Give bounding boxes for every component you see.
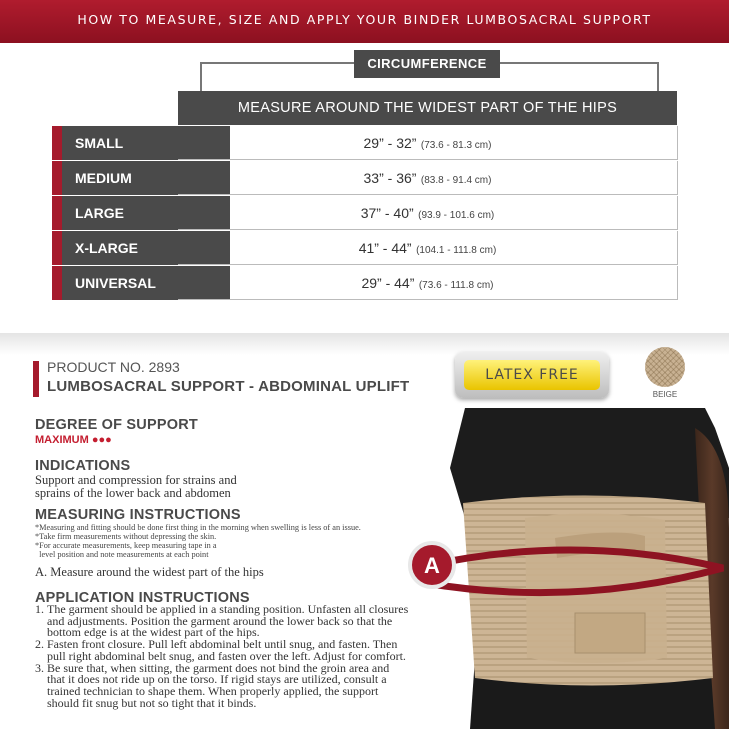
size-inches: 29” - 44” — [361, 275, 415, 291]
step-line: should fit snug but not so tight that it binds. — [47, 695, 257, 710]
step-line: Fasten front closure. Pull left abdominal belt until snug, and fasten. Then — [47, 637, 398, 652]
size-cm: (73.6 - 111.8 cm) — [418, 280, 494, 291]
support-level: MAXIMUM ●●● — [35, 434, 112, 446]
size-inches: 37” - 40” — [360, 205, 414, 221]
size-range — [178, 126, 678, 160]
product-number: PRODUCT NO. 2893 — [47, 359, 180, 375]
step-line: trained technician to shape them. When properly applied, the support — [47, 683, 379, 698]
size-range — [178, 196, 678, 230]
row-accent — [52, 266, 62, 300]
measuring-note: *For accurate measurements, keep measuring tape in a — [35, 541, 217, 550]
banner-title: HOW TO MEASURE, SIZE AND APPLY YOUR BINDER LUMBOSACRAL SUPPORT — [77, 12, 652, 27]
circumference-label: CIRCUMFERENCE — [354, 50, 500, 78]
measure-point-marker: A — [424, 553, 440, 578]
step-number: 2. — [35, 637, 44, 652]
application-step-3 — [35, 660, 455, 710]
size-row-universal — [52, 266, 678, 301]
size-name: SMALL — [62, 126, 230, 160]
size-range — [178, 231, 678, 265]
row-accent — [52, 231, 62, 265]
application-instructions-heading: APPLICATION INSTRUCTIONS — [35, 590, 250, 606]
size-row-x-large — [52, 231, 678, 266]
size-cm: (93.9 - 101.6 cm) — [418, 210, 495, 221]
measuring-note: level position and note measurements at each point — [35, 550, 209, 559]
step-line: that it does not ride up on the torso. If rigid stays are utilized, consult a — [47, 672, 387, 687]
measuring-instructions-heading: MEASURING INSTRUCTIONS — [35, 507, 241, 523]
size-name: MEDIUM — [62, 161, 230, 195]
size-cm: (83.8 - 91.4 cm) — [420, 175, 492, 186]
latex-free-badge — [455, 352, 609, 398]
size-name: X-LARGE — [62, 231, 230, 265]
row-accent — [52, 126, 62, 160]
application-step-2 — [35, 639, 455, 662]
measuring-note: *Take firm measurements without depressing the skin. — [35, 532, 217, 541]
size-table — [52, 126, 678, 301]
step-number: 3. — [35, 660, 44, 675]
latex-free-label: LATEX FREE — [464, 360, 600, 390]
size-inches: 33” - 36” — [363, 170, 417, 186]
step-line: The garment should be applied in a standing position. Unfasten all closures — [47, 602, 409, 616]
beige-color-swatch — [645, 347, 685, 387]
product-accent-bar — [33, 361, 39, 397]
indications-heading: INDICATIONS — [35, 458, 131, 474]
indications-line-1: Support and compression for strains and — [35, 473, 237, 487]
size-row-medium — [52, 161, 678, 196]
step-line: Be sure that, when sitting, the garment does not bind the groin area and — [47, 660, 390, 675]
measuring-note: *Measuring and fitting should be done first thing in the morning when swelling is less of an issue. — [35, 523, 361, 532]
row-accent — [52, 161, 62, 195]
size-cm: (73.6 - 81.3 cm) — [420, 140, 492, 151]
measuring-step-a: A. Measure around the widest part of the hips — [35, 565, 264, 579]
application-steps — [35, 604, 455, 709]
application-step-1 — [35, 604, 455, 639]
size-range — [178, 161, 678, 195]
size-inches: 41” - 44” — [358, 240, 412, 256]
indications-line-2: sprains of the lower back and abdomen — [35, 486, 231, 500]
size-name: UNIVERSAL — [62, 266, 230, 300]
size-range — [178, 266, 678, 300]
size-cm: (104.1 - 111.8 cm) — [416, 245, 497, 256]
section-divider — [0, 333, 729, 355]
top-banner — [0, 0, 729, 43]
size-row-large — [52, 196, 678, 231]
step-line: bottom edge is at the widest part of the hips. — [47, 625, 260, 640]
measurement-header: MEASURE AROUND THE WIDEST PART OF THE HIPS — [178, 91, 677, 125]
size-inches: 29” - 32” — [363, 135, 417, 151]
row-accent — [52, 196, 62, 230]
color-name: BEIGE — [652, 390, 678, 399]
step-line: pull right abdominal belt snug, and fasten over the left. Adjust for comfort. — [47, 648, 406, 663]
size-row-small — [52, 126, 678, 161]
step-line: and adjustments. Position the garment around the lower back so that the — [47, 613, 393, 628]
product-name: LUMBOSACRAL SUPPORT - ABDOMINAL UPLIFT — [47, 378, 410, 395]
step-number: 1. — [35, 602, 44, 616]
size-name: LARGE — [62, 196, 230, 230]
degree-of-support-heading: DEGREE OF SUPPORT — [35, 417, 198, 433]
